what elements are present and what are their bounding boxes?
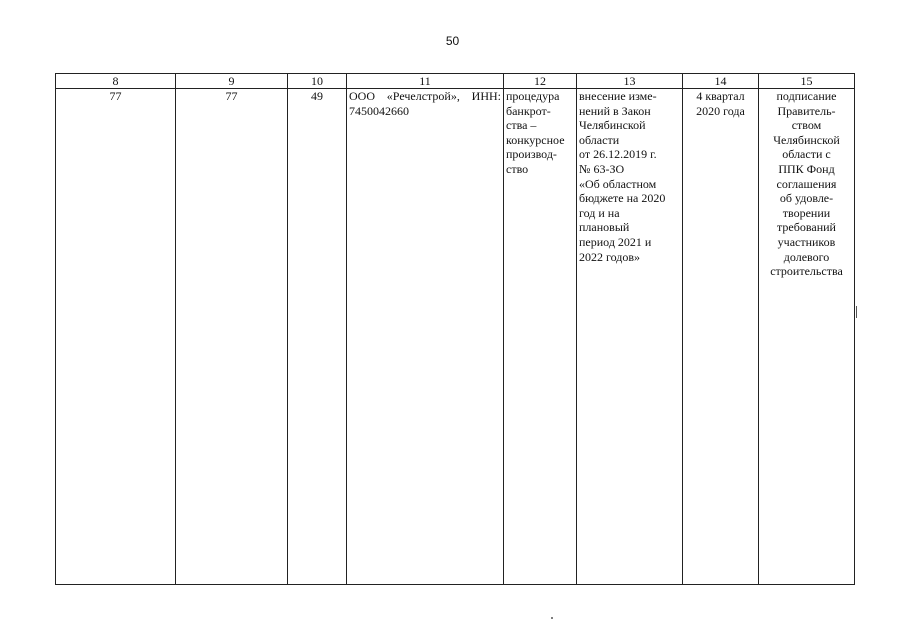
page-number: 50 xyxy=(445,34,460,48)
column-header-14: 14 xyxy=(683,74,759,89)
scan-dot xyxy=(551,617,553,619)
column-header-12: 12 xyxy=(504,74,577,89)
column-header-13: 13 xyxy=(577,74,683,89)
cell-col11-organization: ООО «Речелстрой», ИНН: 7450042660 xyxy=(347,89,504,585)
column-header-11: 11 xyxy=(347,74,504,89)
margin-mark xyxy=(856,306,860,318)
column-header-10: 10 xyxy=(288,74,347,89)
column-header-9: 9 xyxy=(176,74,288,89)
column-header-15: 15 xyxy=(759,74,855,89)
cell-col8: 77 xyxy=(56,89,176,585)
cell-col15-action: подписание Правитель- ством Челябинской области с ППК Фонд соглашения об удовле- творении требований участников долевого строительства xyxy=(759,89,855,585)
table-row xyxy=(56,89,855,585)
data-table xyxy=(55,73,855,585)
column-header-8: 8 xyxy=(56,74,176,89)
cell-col12-procedure: процедура банкрот- ства – конкурсное производ- ство xyxy=(504,89,577,585)
cell-col13-law: внесение изме- нений в Закон Челябинской области от 26.12.2019 г. № 63-ЗО «Об областном бюджете на 2020 год и на плановый период 2021 и 2022 годов» xyxy=(577,89,683,585)
cell-col9: 77 xyxy=(176,89,288,585)
cell-col10: 49 xyxy=(288,89,347,585)
cell-col14-deadline: 4 квартал 2020 года xyxy=(683,89,759,585)
table-header-row xyxy=(56,74,855,89)
